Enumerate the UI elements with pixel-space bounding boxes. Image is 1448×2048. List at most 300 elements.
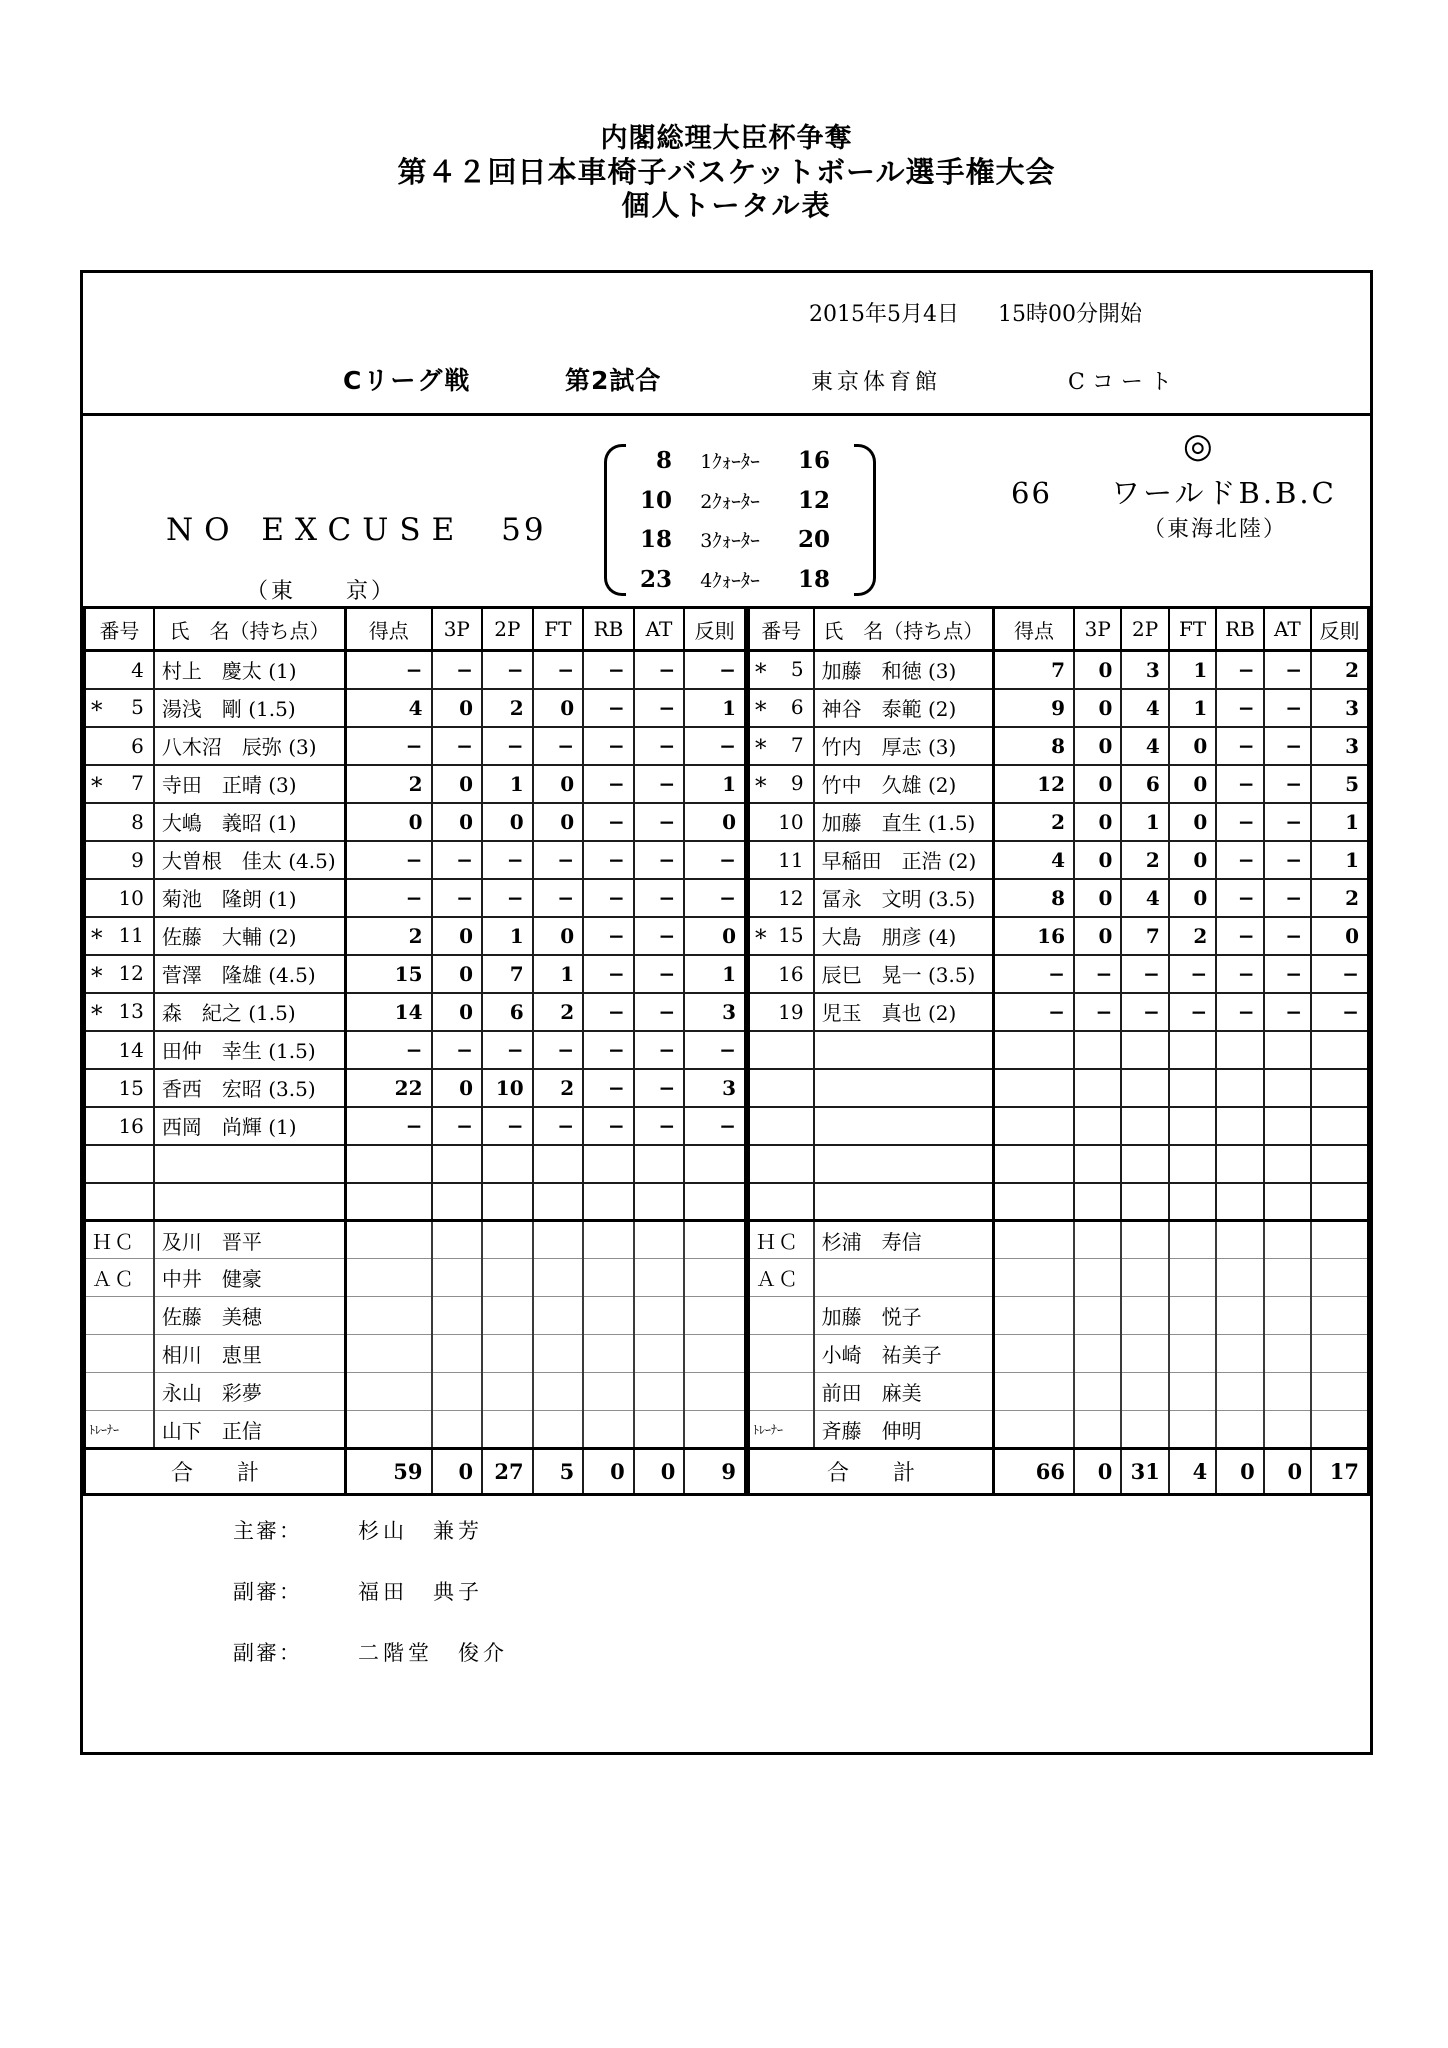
quarter-row bbox=[626, 566, 854, 593]
player-row bbox=[749, 841, 1369, 879]
col-header-foul: 反則 bbox=[1311, 608, 1368, 651]
stat-ft-cell: 0 bbox=[1169, 727, 1216, 765]
stat-ft-cell: 0 bbox=[533, 803, 584, 841]
stat-p3-cell: − bbox=[432, 879, 483, 917]
stat-p2-cell: 1 bbox=[1121, 803, 1168, 841]
stat-p2-cell: 2 bbox=[1121, 841, 1168, 879]
stat-fouls-cell: 3 bbox=[684, 993, 745, 1031]
quarter-row bbox=[626, 447, 854, 474]
player-number-cell bbox=[85, 841, 154, 879]
total-label: 合 計 bbox=[749, 1449, 994, 1495]
total-row bbox=[85, 1449, 746, 1495]
player-name-cell: 加藤 直生 (1.5) bbox=[814, 803, 994, 841]
quarter-label: 4ｸｫｰﾀｰ bbox=[700, 569, 760, 592]
stat-p3-cell: 0 bbox=[432, 993, 483, 1031]
quarter-score-team-b: 18 bbox=[797, 565, 830, 593]
stat-at-cell: − bbox=[634, 727, 685, 765]
player-name-cell: 神谷 泰範 (2) bbox=[814, 689, 994, 727]
player-number: 11 bbox=[778, 847, 804, 872]
player-row bbox=[85, 993, 746, 1031]
title-line-tournament: 内閣総理大臣杯争奪 bbox=[600, 123, 853, 154]
total-row bbox=[749, 1449, 1369, 1495]
stat-p3-cell: − bbox=[432, 841, 483, 879]
referee-row bbox=[233, 1576, 508, 1606]
quarter-score-team-a: 23 bbox=[639, 565, 672, 593]
stat-at-cell: − bbox=[1264, 841, 1311, 879]
stat-p2-cell: 2 bbox=[482, 689, 533, 727]
stat-pts-cell: − bbox=[346, 1107, 432, 1145]
stat-ft-cell: − bbox=[533, 1031, 584, 1069]
stat-fouls-cell: 1 bbox=[684, 955, 745, 993]
starter-mark: * bbox=[91, 697, 103, 724]
stat-rb-cell: − bbox=[583, 879, 634, 917]
player-number: 8 bbox=[131, 809, 144, 834]
staff-role-cell bbox=[749, 1297, 814, 1335]
stat-at-cell: − bbox=[634, 1069, 685, 1107]
staff-name-cell: 斉藤 伸明 bbox=[814, 1411, 994, 1449]
stat-ft-cell: 0 bbox=[533, 689, 584, 727]
player-number: 5 bbox=[131, 694, 144, 719]
player-name-cell: 大島 朋彦 (4) bbox=[814, 917, 994, 955]
referee-row bbox=[233, 1515, 508, 1545]
stat-at-cell: − bbox=[634, 993, 685, 1031]
player-row bbox=[85, 1031, 746, 1069]
player-number-cell bbox=[85, 879, 154, 917]
stat-rb-cell: − bbox=[583, 1107, 634, 1145]
stat-p2-cell: 0 bbox=[482, 803, 533, 841]
stat-at-cell: − bbox=[634, 1031, 685, 1069]
stat-rb-cell: − bbox=[583, 841, 634, 879]
stat-at-cell: − bbox=[1264, 651, 1311, 689]
stat-fouls-cell: − bbox=[684, 1031, 745, 1069]
player-name-cell: 西岡 尚輝 (1) bbox=[154, 1107, 346, 1145]
stat-at-cell: − bbox=[1264, 955, 1311, 993]
stat-fouls-cell: 1 bbox=[684, 765, 745, 803]
stat-rb-cell: − bbox=[1216, 765, 1263, 803]
stat-p3-cell: − bbox=[432, 1107, 483, 1145]
stat-p2-cell: 1 bbox=[482, 765, 533, 803]
player-number-cell bbox=[749, 841, 814, 879]
total-fouls-cell: 17 bbox=[1311, 1449, 1368, 1495]
stat-fouls-cell: 0 bbox=[684, 917, 745, 955]
stat-p2-cell: 10 bbox=[482, 1069, 533, 1107]
player-row bbox=[85, 803, 746, 841]
player-name-cell: 竹中 久雄 (2) bbox=[814, 765, 994, 803]
stat-p3-cell: 0 bbox=[432, 803, 483, 841]
player-row bbox=[85, 689, 746, 727]
scoreboard bbox=[83, 416, 1370, 606]
player-name-cell: 菅澤 隆雄 (4.5) bbox=[154, 955, 346, 993]
court-label: Cコート bbox=[1068, 370, 1179, 395]
player-name-cell: 香西 宏昭 (3.5) bbox=[154, 1069, 346, 1107]
player-number-cell bbox=[749, 993, 814, 1031]
stat-rb-cell: − bbox=[583, 1031, 634, 1069]
player-row bbox=[749, 879, 1369, 917]
quarter-label: 2ｸｫｰﾀｰ bbox=[700, 490, 760, 513]
staff-name-cell: 相川 恵里 bbox=[154, 1335, 346, 1373]
player-name-cell: 寺田 正晴 (3) bbox=[154, 765, 346, 803]
stat-pts-cell: − bbox=[346, 727, 432, 765]
stat-at-cell: − bbox=[1264, 879, 1311, 917]
stat-at-cell: − bbox=[634, 689, 685, 727]
empty-row bbox=[749, 1031, 1369, 1069]
stat-p2-cell: − bbox=[482, 651, 533, 689]
total-p3-cell: 0 bbox=[432, 1449, 483, 1495]
stat-rb-cell: − bbox=[1216, 651, 1263, 689]
player-number: 15 bbox=[778, 922, 804, 947]
col-header-name: 氏 名（持ち点） bbox=[154, 608, 346, 651]
staff-row bbox=[85, 1259, 746, 1297]
team-b-stats-table bbox=[747, 606, 1370, 1496]
stat-ft-cell: 2 bbox=[533, 1069, 584, 1107]
starter-mark: * bbox=[755, 659, 767, 686]
stat-fouls-cell: 1 bbox=[1311, 841, 1368, 879]
player-name-cell: 大曽根 佳太 (4.5) bbox=[154, 841, 346, 879]
player-number-cell bbox=[85, 727, 154, 765]
player-name-cell: 辰巳 晃一 (3.5) bbox=[814, 955, 994, 993]
stat-pts-cell: − bbox=[993, 993, 1074, 1031]
player-name-cell: 冨永 文明 (3.5) bbox=[814, 879, 994, 917]
starter-mark: * bbox=[755, 773, 767, 800]
player-number-cell bbox=[85, 651, 154, 689]
referee-block bbox=[233, 1515, 508, 1698]
league-label: Cリーグ戦 bbox=[343, 366, 472, 395]
player-row bbox=[85, 879, 746, 917]
stat-ft-cell: 0 bbox=[1169, 803, 1216, 841]
stat-fouls-cell: − bbox=[684, 879, 745, 917]
referee-role: 副審： bbox=[233, 1580, 302, 1604]
player-name-cell: 加藤 和徳 (3) bbox=[814, 651, 994, 689]
stat-pts-cell: − bbox=[346, 879, 432, 917]
total-pts-cell: 66 bbox=[993, 1449, 1074, 1495]
team-a-score: 59 bbox=[501, 512, 547, 548]
player-row bbox=[749, 651, 1369, 689]
player-number: 12 bbox=[778, 885, 804, 910]
player-name-cell: 早稲田 正浩 (2) bbox=[814, 841, 994, 879]
winner-mark-icon: ◎ bbox=[1183, 426, 1213, 466]
player-number: 7 bbox=[790, 732, 804, 757]
stats-header-row bbox=[749, 608, 1369, 651]
stat-fouls-cell: − bbox=[684, 651, 745, 689]
quarter-score-team-b: 20 bbox=[797, 526, 830, 554]
player-number-cell bbox=[749, 727, 814, 765]
stat-ft-cell: 0 bbox=[533, 917, 584, 955]
starter-mark: * bbox=[755, 697, 767, 724]
stat-rb-cell: − bbox=[583, 765, 634, 803]
stat-pts-cell: 8 bbox=[993, 879, 1074, 917]
stat-rb-cell: − bbox=[1216, 879, 1263, 917]
stat-pts-cell: 4 bbox=[993, 841, 1074, 879]
stat-p3-cell: 0 bbox=[1074, 917, 1121, 955]
stat-p3-cell: 0 bbox=[1074, 727, 1121, 765]
stat-at-cell: − bbox=[1264, 689, 1311, 727]
player-number-cell bbox=[85, 689, 154, 727]
stats-header-row bbox=[85, 608, 746, 651]
referee-role: 主審： bbox=[233, 1519, 302, 1543]
player-name-cell: 菊池 隆朗 (1) bbox=[154, 879, 346, 917]
stat-at-cell: − bbox=[634, 917, 685, 955]
player-name-cell: 佐藤 大輔 (2) bbox=[154, 917, 346, 955]
staff-row bbox=[85, 1297, 746, 1335]
quarter-rows bbox=[626, 444, 854, 596]
col-header-no: 番号 bbox=[85, 608, 154, 651]
stat-ft-cell: 2 bbox=[1169, 917, 1216, 955]
staff-role-cell: ﾄﾚｰﾅｰ bbox=[749, 1411, 814, 1449]
bracket-left-icon bbox=[604, 444, 626, 596]
team-b-line bbox=[1011, 471, 1337, 512]
player-number: 16 bbox=[118, 1113, 144, 1138]
venue-label: 東京体育館 bbox=[811, 370, 942, 395]
stat-p3-cell: − bbox=[432, 1031, 483, 1069]
player-row bbox=[85, 841, 746, 879]
stat-pts-cell: 0 bbox=[346, 803, 432, 841]
total-ft-cell: 5 bbox=[533, 1449, 584, 1495]
col-header-pts: 得点 bbox=[346, 608, 432, 651]
stat-p3-cell: 0 bbox=[432, 955, 483, 993]
stat-rb-cell: − bbox=[1216, 803, 1263, 841]
player-number-cell bbox=[85, 1107, 154, 1145]
player-number-cell bbox=[85, 993, 154, 1031]
player-number: 6 bbox=[790, 694, 804, 719]
staff-role-cell bbox=[749, 1373, 814, 1411]
stat-ft-cell: − bbox=[533, 879, 584, 917]
stat-p2-cell: 3 bbox=[1121, 651, 1168, 689]
stat-p2-cell: 6 bbox=[482, 993, 533, 1031]
player-number: 16 bbox=[778, 961, 804, 986]
stat-p3-cell: 0 bbox=[432, 917, 483, 955]
stat-at-cell: − bbox=[1264, 765, 1311, 803]
stat-fouls-cell: 3 bbox=[684, 1069, 745, 1107]
player-name-cell: 八木沼 辰弥 (3) bbox=[154, 727, 346, 765]
player-number: 10 bbox=[118, 885, 144, 910]
stat-p3-cell: 0 bbox=[1074, 689, 1121, 727]
total-p2-cell: 31 bbox=[1121, 1449, 1168, 1495]
player-number-cell bbox=[85, 1069, 154, 1107]
player-row bbox=[749, 765, 1369, 803]
game-info-header bbox=[83, 273, 1370, 416]
stat-p2-cell: − bbox=[1121, 993, 1168, 1031]
stat-rb-cell: − bbox=[1216, 689, 1263, 727]
stat-p3-cell: − bbox=[1074, 993, 1121, 1031]
stat-pts-cell: − bbox=[346, 841, 432, 879]
staff-name-cell: 及川 晋平 bbox=[154, 1221, 346, 1259]
quarter-label: 3ｸｫｰﾀｰ bbox=[700, 530, 760, 553]
stat-p2-cell: − bbox=[482, 841, 533, 879]
stat-p3-cell: − bbox=[1074, 955, 1121, 993]
staff-name-cell: 小崎 祐美子 bbox=[814, 1335, 994, 1373]
staff-row bbox=[749, 1335, 1369, 1373]
stat-ft-cell: 2 bbox=[533, 993, 584, 1031]
stat-rb-cell: − bbox=[583, 727, 634, 765]
col-header-stat: 3P bbox=[432, 608, 483, 651]
stat-p3-cell: 0 bbox=[1074, 879, 1121, 917]
starter-mark: * bbox=[755, 735, 767, 762]
col-header-stat: RB bbox=[1216, 608, 1263, 651]
staff-row bbox=[749, 1259, 1369, 1297]
player-number-cell bbox=[85, 955, 154, 993]
stat-rb-cell: − bbox=[583, 651, 634, 689]
staff-row bbox=[749, 1411, 1369, 1449]
player-row bbox=[85, 955, 746, 993]
player-row bbox=[749, 689, 1369, 727]
staff-name-cell: 永山 彩夢 bbox=[154, 1373, 346, 1411]
staff-role-cell bbox=[85, 1335, 154, 1373]
player-name-cell: 大嶋 義昭 (1) bbox=[154, 803, 346, 841]
player-number-cell bbox=[749, 765, 814, 803]
stat-ft-cell: − bbox=[533, 1107, 584, 1145]
stat-pts-cell: 8 bbox=[993, 727, 1074, 765]
stat-at-cell: − bbox=[1264, 917, 1311, 955]
stat-rb-cell: − bbox=[583, 917, 634, 955]
stat-p3-cell: 0 bbox=[1074, 765, 1121, 803]
staff-name-cell bbox=[814, 1259, 994, 1297]
player-row bbox=[749, 955, 1369, 993]
player-row bbox=[749, 727, 1369, 765]
game-number-label: 第2試合 bbox=[565, 366, 662, 395]
stat-p2-cell: 1 bbox=[482, 917, 533, 955]
staff-role-cell: ＡＣ bbox=[85, 1259, 154, 1297]
team-b-name: ワールドB.B.C bbox=[1111, 476, 1337, 510]
player-row bbox=[85, 1069, 746, 1107]
stat-p2-cell: − bbox=[482, 879, 533, 917]
stat-p2-cell: 7 bbox=[482, 955, 533, 993]
player-row bbox=[85, 765, 746, 803]
col-header-stat: 3P bbox=[1074, 608, 1121, 651]
player-number: 12 bbox=[118, 960, 144, 985]
player-number: 15 bbox=[118, 1075, 144, 1100]
stat-at-cell: − bbox=[634, 651, 685, 689]
date-line bbox=[809, 297, 1142, 328]
stat-tables bbox=[83, 606, 1370, 1496]
stat-p3-cell: − bbox=[432, 727, 483, 765]
stat-ft-cell: 0 bbox=[533, 765, 584, 803]
stat-pts-cell: 7 bbox=[993, 651, 1074, 689]
scoresheet-frame bbox=[80, 270, 1373, 1755]
stat-rb-cell: − bbox=[583, 689, 634, 727]
total-pts-cell: 59 bbox=[346, 1449, 432, 1495]
empty-row bbox=[85, 1145, 746, 1183]
quarter-label: 1ｸｫｰﾀｰ bbox=[700, 451, 760, 473]
stat-at-cell: − bbox=[634, 841, 685, 879]
stat-pts-cell: 14 bbox=[346, 993, 432, 1031]
player-number: 13 bbox=[118, 998, 144, 1023]
stat-at-cell: − bbox=[634, 955, 685, 993]
stat-fouls-cell: 1 bbox=[684, 689, 745, 727]
stat-pts-cell: 2 bbox=[993, 803, 1074, 841]
stat-p3-cell: 0 bbox=[1074, 841, 1121, 879]
col-header-stat: 2P bbox=[482, 608, 533, 651]
stat-p2-cell: 6 bbox=[1121, 765, 1168, 803]
stat-rb-cell: − bbox=[583, 803, 634, 841]
stat-p2-cell: − bbox=[482, 1107, 533, 1145]
player-number: 9 bbox=[790, 770, 804, 795]
stat-p2-cell: 4 bbox=[1121, 727, 1168, 765]
player-number-cell bbox=[85, 917, 154, 955]
player-row bbox=[85, 727, 746, 765]
player-number-cell bbox=[749, 803, 814, 841]
total-rb-cell: 0 bbox=[1216, 1449, 1263, 1495]
stat-fouls-cell: − bbox=[1311, 993, 1368, 1031]
staff-name-cell: 前田 麻美 bbox=[814, 1373, 994, 1411]
stat-pts-cell: 12 bbox=[993, 765, 1074, 803]
stat-pts-cell: 4 bbox=[346, 689, 432, 727]
player-row bbox=[749, 993, 1369, 1031]
staff-role-cell: ＨＣ bbox=[749, 1221, 814, 1259]
game-date: 2015年5月4日 bbox=[809, 302, 959, 327]
team-b-region: （東海北陸） bbox=[1143, 517, 1288, 542]
team-a-name: NO EXCUSE bbox=[166, 512, 466, 548]
stat-rb-cell: − bbox=[1216, 841, 1263, 879]
total-p3-cell: 0 bbox=[1074, 1449, 1121, 1495]
stat-p3-cell: − bbox=[432, 651, 483, 689]
start-time: 15時00分開始 bbox=[997, 302, 1142, 327]
team-b-score: 66 bbox=[1011, 476, 1052, 510]
stat-p2-cell: 4 bbox=[1121, 879, 1168, 917]
stat-p2-cell: − bbox=[482, 1031, 533, 1069]
col-header-stat: FT bbox=[533, 608, 584, 651]
empty-row bbox=[749, 1069, 1369, 1107]
stat-p3-cell: 0 bbox=[432, 765, 483, 803]
staff-row bbox=[85, 1335, 746, 1373]
player-row bbox=[85, 917, 746, 955]
stat-fouls-cell: − bbox=[1311, 955, 1368, 993]
quarter-row bbox=[626, 487, 854, 514]
stat-pts-cell: 2 bbox=[346, 765, 432, 803]
stat-pts-cell: − bbox=[346, 1031, 432, 1069]
player-number: 9 bbox=[131, 847, 144, 872]
player-number: 5 bbox=[790, 656, 804, 681]
col-header-name: 氏 名（持ち点） bbox=[814, 608, 994, 651]
stat-fouls-cell: − bbox=[684, 727, 745, 765]
player-name-cell: 湯浅 剛 (1.5) bbox=[154, 689, 346, 727]
quarter-score-team-a: 10 bbox=[639, 486, 672, 514]
col-header-foul: 反則 bbox=[684, 608, 745, 651]
bracket-right-icon bbox=[854, 444, 876, 596]
stat-p3-cell: 0 bbox=[432, 689, 483, 727]
staff-role-cell: ＨＣ bbox=[85, 1221, 154, 1259]
stat-fouls-cell: 2 bbox=[1311, 651, 1368, 689]
stat-fouls-cell: 2 bbox=[1311, 879, 1368, 917]
stat-ft-cell: 0 bbox=[1169, 841, 1216, 879]
quarter-score-team-a: 8 bbox=[655, 447, 672, 474]
stat-p2-cell: − bbox=[1121, 955, 1168, 993]
total-at-cell: 0 bbox=[1264, 1449, 1311, 1495]
staff-row bbox=[749, 1297, 1369, 1335]
quarter-scores bbox=[604, 444, 876, 596]
player-number: 11 bbox=[118, 922, 144, 947]
col-header-stat: AT bbox=[634, 608, 685, 651]
player-number-cell bbox=[85, 803, 154, 841]
total-ft-cell: 4 bbox=[1169, 1449, 1216, 1495]
stat-rb-cell: − bbox=[1216, 993, 1263, 1031]
player-number: 6 bbox=[131, 733, 144, 758]
team-a-region: （東 京） bbox=[246, 579, 397, 604]
col-header-stat: RB bbox=[583, 608, 634, 651]
stat-fouls-cell: 1 bbox=[1311, 803, 1368, 841]
stat-at-cell: − bbox=[634, 803, 685, 841]
document-title bbox=[80, 122, 1373, 222]
staff-row bbox=[85, 1411, 746, 1449]
staff-row bbox=[85, 1221, 746, 1259]
player-row bbox=[85, 1107, 746, 1145]
stat-p3-cell: 0 bbox=[1074, 651, 1121, 689]
stat-rb-cell: − bbox=[1216, 727, 1263, 765]
referee-name: 杉山 兼芳 bbox=[358, 1519, 483, 1543]
stat-pts-cell: 16 bbox=[993, 917, 1074, 955]
empty-row bbox=[749, 1183, 1369, 1221]
player-number: 19 bbox=[778, 999, 804, 1024]
stat-at-cell: − bbox=[1264, 803, 1311, 841]
